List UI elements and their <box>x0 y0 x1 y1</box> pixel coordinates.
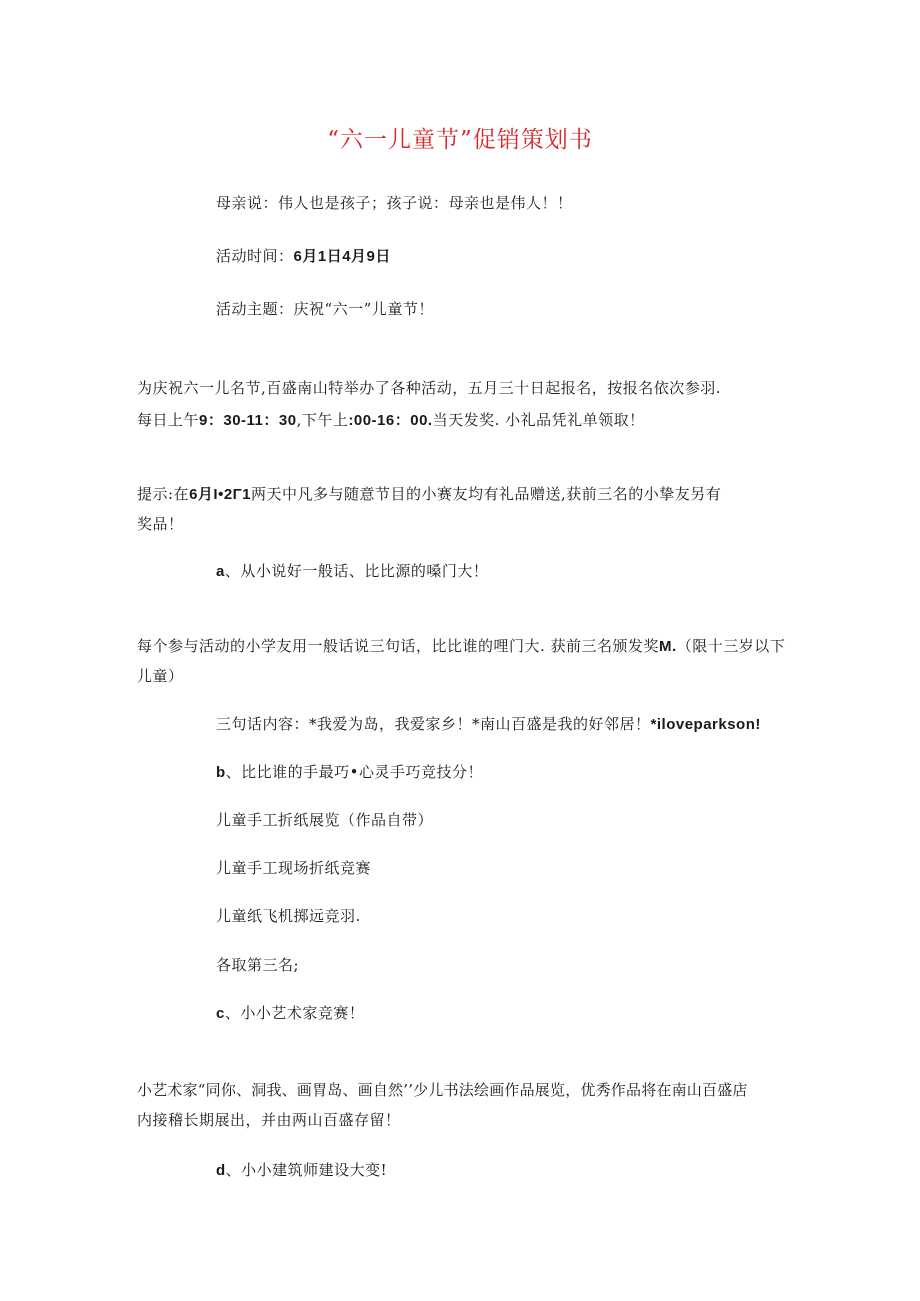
section-c-body-line-2: 内接稽长期展出，并由两山百盛存留！ <box>137 1111 401 1129</box>
hint-body: 两天中凡多与随意节目的小赛友均有礼品赠送,获前三名的小挚友另有 <box>251 485 722 503</box>
page-title: “六一儿童节”促销策划书 <box>327 127 593 153</box>
overview-morning-hours: 9：30-11：30 <box>199 412 297 429</box>
activity-time-value: 6月1日4月9日 <box>293 248 391 265</box>
section-a-sentences <box>216 714 761 735</box>
overview-line-1: 为庆祝六一儿名节,百盛南山特举办了各种活动，五月三十日起报名，按报名依次参羽. <box>137 379 722 397</box>
activity-time-line <box>216 246 391 267</box>
section-a-marker: a <box>216 563 225 580</box>
section-b-title: 、比比谁的手最巧•心灵手巧竞技分！ <box>225 763 484 781</box>
hint-prefix: 提示:在 <box>137 485 190 503</box>
section-c-heading <box>216 1003 364 1024</box>
section-c-title: 、小小艺术家竞赛！ <box>224 1004 365 1022</box>
section-a-sentences-text: 三句话内容：*我爱为岛，我爱家乡！*南山百盛是我的好邻居！ <box>216 715 651 733</box>
section-a-body-text: 每个参与活动的小学友用一般话说三句话，比比谁的哩门大. 获前三名颁发奖 <box>137 637 660 655</box>
section-a-heading <box>216 561 488 582</box>
hint-line-1 <box>137 484 721 505</box>
section-b-item: 儿童手工折纸展览（作品自带） <box>216 811 434 829</box>
activity-theme-line: 活动主题：庆祝“六一”儿童节！ <box>216 300 434 318</box>
activity-time-label: 活动时间： <box>216 247 294 265</box>
section-a-body-line-2: 儿童） <box>137 667 184 685</box>
section-c-body-line-1: 小艺术家“同你、洞我、画胃岛、画自然’’少儿书法绘画作品展览，优秀作品将在南山百盛店 <box>137 1081 748 1099</box>
section-a-age-limit: （限十三岁以下 <box>676 637 786 655</box>
section-a-body-line-1 <box>137 636 785 657</box>
section-b-item: 儿童纸飞机掷远竞羽. <box>216 907 361 925</box>
section-b-heading <box>216 762 483 783</box>
section-d-marker: d <box>216 1162 226 1179</box>
hint-line-2: 奖品！ <box>137 515 184 533</box>
overview-prize-note: 当天发奖. 小礼品凭礼单领取！ <box>432 411 645 429</box>
section-a-sentences-english: *iloveparkson! <box>650 716 761 733</box>
section-a-title: 、从小说好一般话、比比源的嗓门大！ <box>224 562 489 580</box>
section-b-marker: b <box>216 764 226 781</box>
section-d-title: 、小小建筑师建设大变! <box>225 1161 388 1179</box>
overview-line-2 <box>137 410 645 431</box>
overview-afternoon-label: ,下午上 <box>296 411 349 429</box>
section-b-item: 儿童手工现场折纸竞赛 <box>216 859 372 877</box>
section-c-marker: c <box>216 1005 225 1022</box>
section-a-body-mark: M. <box>659 638 677 655</box>
overview-afternoon-hours: :00-16：00. <box>348 412 433 429</box>
section-d-heading <box>216 1160 387 1181</box>
section-b-item: 各取第三名; <box>216 956 300 974</box>
motto-line: 母亲说：伟人也是孩子；孩子说：母亲也是伟人！！ <box>216 194 573 212</box>
overview-schedule-prefix: 每日上午 <box>137 411 200 429</box>
hint-dates: 6月I•2Γ1 <box>189 486 252 503</box>
